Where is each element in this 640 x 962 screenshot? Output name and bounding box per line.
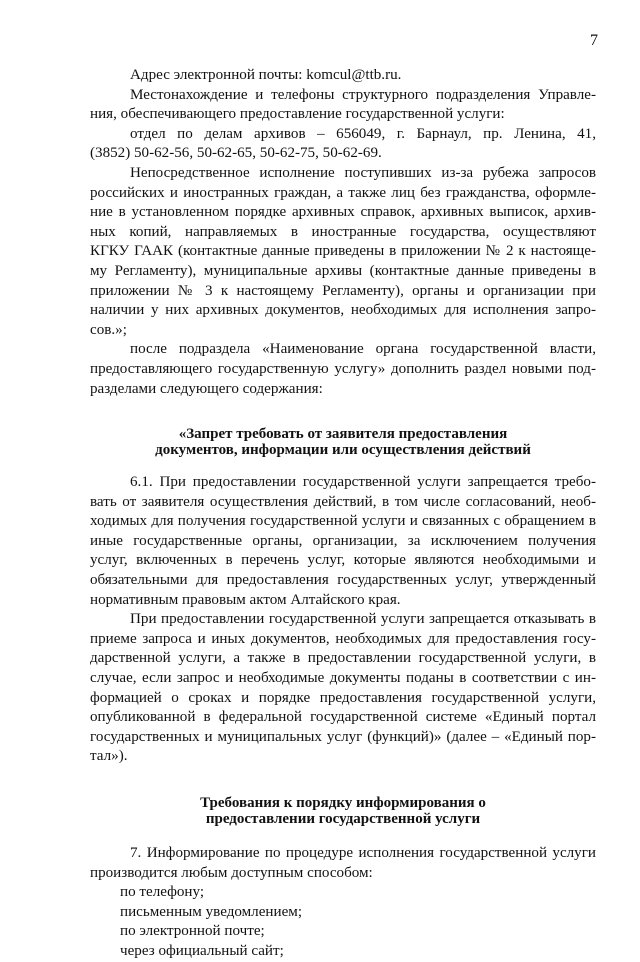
text-line: после подраздела «Наименование органа государственной власти,	[130, 341, 596, 358]
page-number: 7	[590, 32, 598, 49]
text-line: КГКУ ГААК (контактные данные приведены в приложении № 2 к настояще-	[90, 243, 596, 260]
text-line: ходимых для получения государственной услуги и связанных с обращением в	[90, 513, 596, 530]
list-item: по телефону;	[120, 884, 205, 901]
text-line: нормативным правовым актом Алтайского края.	[90, 591, 401, 608]
text-line: государственных и муниципальных услуг (функций)» (далее – «Единый пор-	[90, 728, 596, 745]
location-paragraph	[90, 86, 596, 125]
text-line: приеме запроса и иных документов, необходимых для предоставления госу-	[90, 630, 596, 647]
text-line: ния, обеспечивающего предоставление государственной услуги:	[90, 106, 505, 123]
text-line: 6.1. При предоставлении государственной услуги запрещается требо-	[130, 474, 596, 491]
email-paragraph	[90, 66, 596, 86]
refusal-prohibition-paragraph	[90, 610, 596, 767]
amendment-paragraph	[90, 340, 596, 399]
list-item: письменным уведомлением;	[120, 903, 303, 920]
section-heading-prohibition	[90, 426, 596, 458]
section-heading-informing	[90, 795, 596, 827]
text-line: отдел по делам архивов – 656049, г. Барнаул, пр. Ленина, 41,	[130, 125, 596, 142]
foreign-requests-paragraph	[90, 164, 596, 340]
text-line: тал»).	[90, 748, 128, 765]
text-line: му Регламенту), муниципальные архивы (контактные данные приведены в	[90, 262, 596, 279]
text-line: ние в установленном порядке архивных справок, архивных выписок, архив-	[90, 204, 596, 221]
text-line: случае, если запрос и необходимые документы поданы в соответствии с ин-	[90, 670, 596, 687]
text-line: наличии у них архивных документов, необходимых для исполнения запро-	[90, 302, 596, 319]
text-line: При предоставлении государственной услуги запрещается отказывать в	[130, 611, 596, 628]
text-line: разделами следующего содержания:	[90, 380, 323, 397]
text-line: вать от заявителя осуществления действий, в том числе согласований, необ-	[90, 493, 596, 510]
document-body	[90, 66, 596, 962]
clause-7-paragraph	[90, 844, 596, 883]
clause-6-1-paragraph	[90, 473, 596, 610]
text-line: предоставляющего государственную услугу» дополнить раздел новыми под-	[90, 360, 596, 377]
text-line: Адрес электронной почты: komcul@ttb.ru.	[130, 67, 402, 83]
text-line: 7. Информирование по процедуре исполнения государственной услуги	[130, 845, 596, 861]
archive-department-paragraph	[90, 125, 596, 164]
text-line: российских и иностранных граждан, а также лиц без гражданства, оформле-	[90, 184, 596, 201]
text-line: дарственной услуги, а также в предоставлении государственной услуги, в	[90, 650, 596, 667]
text-line: иные государственные органы, организации, за исключением получения	[90, 532, 596, 549]
heading-line: Требования к порядку информирования о	[200, 795, 486, 811]
informing-methods-list	[90, 883, 596, 961]
text-line: формацией о сроках и порядке предоставления государственной услуги,	[90, 689, 596, 706]
heading-line: документов, информации или осуществления действий	[155, 442, 531, 459]
list-item: через официальный сайт;	[120, 942, 284, 959]
text-line: опубликованной в федеральной государственной системе «Единый портал	[90, 709, 596, 726]
text-line: (3852) 50-62-56, 50-62-65, 50-62-75, 50-62-69.	[90, 145, 382, 162]
text-line: ных копий, направляемых в иностранные государства, осуществляют	[90, 223, 596, 240]
text-line: Местонахождение и телефоны структурного подразделения Управле-	[130, 86, 596, 103]
heading-line: предоставлении государственной услуги	[205, 811, 481, 827]
text-line: приложении № 3 к настоящему Регламенту), органы и организации при	[90, 282, 596, 299]
list-item: по электронной почте;	[120, 923, 265, 940]
text-line: Непосредственное исполнение поступивших из-за рубежа запросов	[130, 164, 596, 181]
text-line: сов.»;	[90, 321, 127, 338]
text-line: производится любым доступным способом:	[90, 864, 373, 881]
text-line: услуг, включенных в перечень услуг, которые являются необходимыми и	[90, 552, 596, 569]
heading-line: «Запрет требовать от заявителя предоставления	[178, 426, 508, 443]
text-line: обязательными для предоставления государственных услуг, утвержденный	[90, 572, 596, 589]
